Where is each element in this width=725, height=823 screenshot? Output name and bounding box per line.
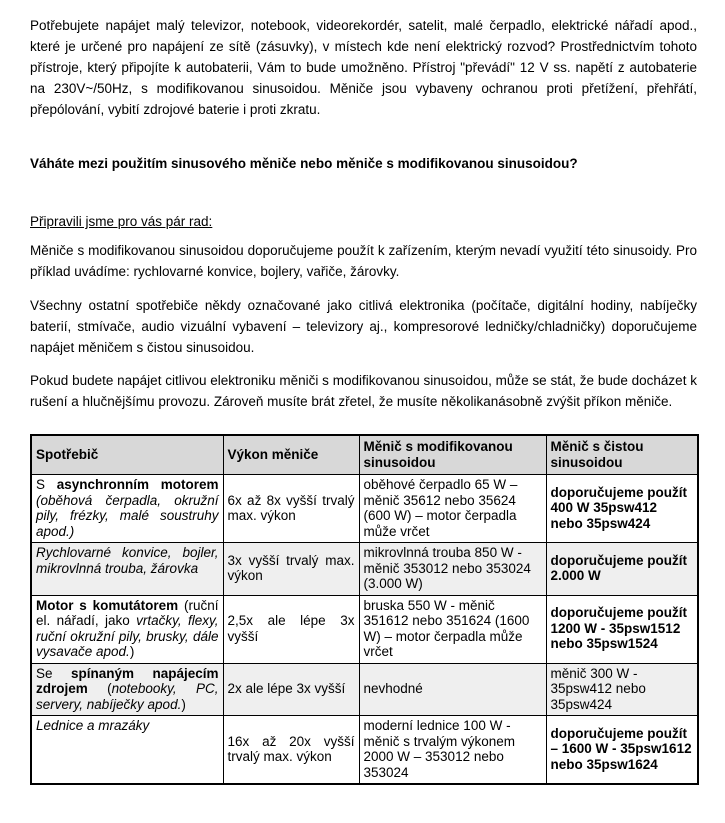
pure-sine-cell: doporučujeme použít 1200 W - 35psw1512 nebo 35psw1524 <box>546 595 698 663</box>
appliance-cell: Rychlovarné konvice, bojler, mikrovlnná trouba, žárovka <box>31 543 223 596</box>
pure-sine-cell: doporučujeme použít 400 W 35psw412 nebo 35psw424 <box>546 475 698 543</box>
pure-sine-cell: měnič 300 W - 35psw412 nebo 35psw424 <box>546 663 698 716</box>
pure-sine-cell: doporučujeme použít 2.000 W <box>546 543 698 596</box>
tip-paragraph-pure-sine: Všechny ostatní spotřebiče někdy označované jako citlivá elektronika (počítače, digitální hodiny, nabíječky baterií, stmívače, audio vizuální vybavení – televizory aj., kompresorové ledničky/chladničky) doporučujeme napájet měničem s čistou sinusoidou. <box>30 298 697 355</box>
pure-sine-cell: doporučujeme použít – 1600 W - 35psw1612 nebo 35psw1624 <box>546 716 698 785</box>
modified-sine-cell: oběhové čerpadlo 65 W – měnič 35612 nebo 35624 (600 W) – motor čerpadla může vrčet <box>359 475 546 543</box>
table-row-commutator-motor <box>31 595 698 663</box>
table-header-row <box>31 435 698 475</box>
power-cell: 16x až 20x vyšší trvalý max. výkon <box>223 716 359 785</box>
power-cell: 6x až 8x vyšší trvalý max. výkon <box>223 475 359 543</box>
appliance-cell: Se spínaným napájecím zdrojem (notebooky, PC, servery, nabíječky apod.) <box>31 663 223 716</box>
question-heading: Váháte mezi použitím sinusového měniče nebo měniče s modifikovanou sinusoidou? <box>30 156 578 171</box>
tip-paragraph-modified-sine: Měniče s modifikovanou sinusoidou doporučujeme použít k zařízením, kterým nevadí využití této sinusoidy. Pro příklad uvádíme: rychlovarné konvice, bojlery, vařiče, žárovky. <box>30 243 697 279</box>
table-row-kettles <box>31 543 698 596</box>
power-cell: 3x vyšší trvalý max. výkon <box>223 543 359 596</box>
table-row-switching-psu <box>31 663 698 716</box>
tips-heading <box>30 211 697 232</box>
modified-sine-cell: nevhodné <box>359 663 546 716</box>
power-cell: 2x ale lépe 3x vyšší <box>223 663 359 716</box>
modified-sine-cell: moderní lednice 100 W - měnič s trvalým výkonem 2000 W – 353012 nebo 353024 <box>359 716 546 785</box>
table-row-fridges <box>31 716 698 785</box>
appliance-cell: S asynchronním motorem (oběhová čerpadla, okružní pily, frézky, malé soustruhy apod.) <box>31 475 223 543</box>
header-inverter-power: Výkon měniče <box>223 435 359 475</box>
tips-heading-text: Připravili jsme pro vás pár rad: <box>30 214 213 229</box>
inverter-comparison-table <box>30 434 699 785</box>
appliance-cell: Motor s komutátorem (ruční el. nářadí, jako vrtačky, flexy, ruční okružní pily, brusky, dále vysavače apod.) <box>31 595 223 663</box>
header-pure-sine-inverter: Měnič s čistou sinusoidou <box>546 435 698 475</box>
header-appliance: Spotřebič <box>31 435 223 475</box>
appliance-cell: Lednice a mrazáky <box>31 716 223 785</box>
header-modified-sine-inverter: Měnič s modifikovanou sinusoidou <box>359 435 546 475</box>
intro-paragraph: Potřebujete napájet malý televizor, notebook, videorekordér, satelit, malé čerpadlo, elektrické nářadí apod., které je určené pro napájení ze sítě (zásuvky), v místech kde není elektrický rozvod? Prostřednictvím tohoto přístroje, který připojíte k autobaterii, Vám to bude umožněno. Přístroj "převádí" 12 V ss. napětí z autobaterie na 230V~/50Hz, s modifikovanou sinusoidou. Měniče jsou vybaveny ochranou proti přetížení, přehřátí, přepólování, vybití zdrojové baterie i proti zkratu. <box>30 18 697 117</box>
modified-sine-cell: bruska 550 W - měnič 351612 nebo 351624 (1600 W) – motor čerpadla může vrčet <box>359 595 546 663</box>
modified-sine-cell: mikrovlnná trouba 850 W - měnič 353012 nebo 353024 (3.000 W) <box>359 543 546 596</box>
tip-paragraph-warning: Pokud budete napájet citlivou elektroniku měniči s modifikovanou sinusoidou, může se stát, že bude docházet k rušení a hlučnějšímu provozu. Zároveň musíte brát zřetel, že musíte několikanásobně zvýšit příkon měniče. <box>30 373 697 409</box>
table-row-async-motor <box>31 475 698 543</box>
power-cell: 2,5x ale lépe 3x vyšší <box>223 595 359 663</box>
